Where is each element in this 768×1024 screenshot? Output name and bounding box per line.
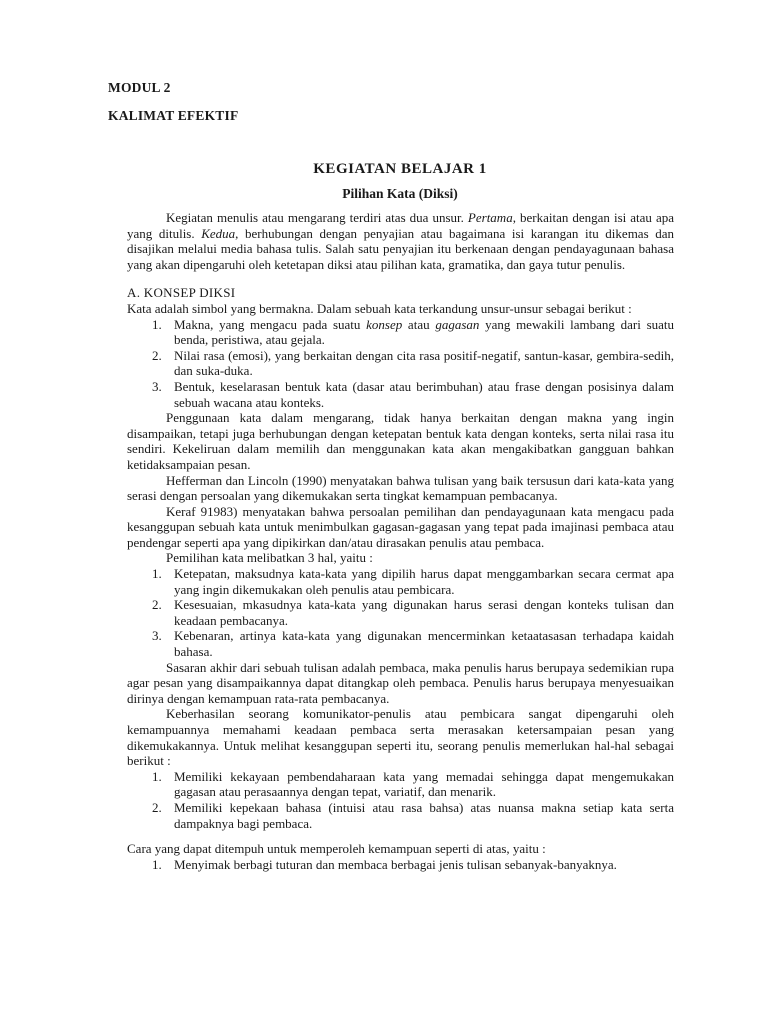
item-emphasis-gagasan: gagasan [435, 316, 480, 332]
list-item [127, 800, 674, 831]
paragraph-cara: Cara yang dapat ditempuh untuk memperoleh kemampuan seperti di atas, yaitu : [127, 841, 546, 857]
section-heading-konsep-diksi: A. KONSEP DIKSI [127, 285, 236, 301]
item-text: Memiliki kepekaan bahasa (intuisi atau rasa bahsa) atas nuansa makna setiap kata serta dampaknya bagi pembaca. [174, 799, 674, 831]
paragraph-keraf: Keraf 91983) menyatakan bahwa persoalan pemilihan dan pendayagunaan kata mengacu pada kesanggupan sebuah kata untuk menimbulkan gagasan-gagasan yang tepat pada imajinasi pembaca atau pendengar seperti apa yang dipikirkan dan/atau dirasakan penulis atau pembaca. [127, 503, 674, 550]
intro-text-2: , berkaitan dengan isi atau apa yang ditulis. [127, 210, 674, 241]
list-number: 2. [152, 799, 162, 815]
intro-text-1: Kegiatan menulis atau mengarang terdiri atas dua unsur. [166, 210, 468, 225]
paragraph-sasaran: Sasaran akhir dari sebuah tulisan adalah pembaca, maka penulis harus berupaya sedemikian rupa agar pesan yang disampaikannya dapat ditangkap oleh pembaca. Penulis harus berupaya menyesuaikan dirinya dengan kemampuan rata-rata pembacanya. [127, 659, 674, 706]
item-text: Makna, yang mengacu pada suatu [174, 316, 367, 332]
activity-subtitle: Pilihan Kata (Diksi) [342, 186, 458, 201]
list-item [127, 348, 674, 379]
kemampuan-list [127, 769, 674, 831]
item-text: Bentuk, keselarasan bentuk kata (dasar atau berimbuhan) atau frase dengan posisinya dalam sebuah wacana atau konteks. [174, 378, 674, 410]
intro-paragraph [127, 210, 674, 272]
module-number: MODUL 2 [108, 80, 171, 95]
hal-list [127, 566, 674, 660]
list-item [127, 597, 674, 628]
list-number: 2. [152, 597, 162, 613]
list-number: 1. [152, 856, 162, 872]
list-item [127, 566, 674, 597]
item-text: Kesesuaian, mkasudnya kata-kata yang digunakan harus serasi dengan konteks tulisan dan keadaan pembacanya. [174, 597, 674, 628]
paragraph-penggunaan: Penggunaan kata dalam mengarang, tidak hanya berkaitan dengan makna yang ingin disampaikan, tetapi juga berhubungan dengan ketepatan bentuk kata dengan konteks, serta nilai rasa itu sendiri. Kekeliruan dalam memilih dan menggunakan kata akan mengakibatkan gangguan bahkan ketidaksampaian pesan. [127, 410, 674, 472]
list-item [127, 857, 674, 873]
item-text: Menyimak berbagi tuturan dan membaca berbagai jenis tulisan sebanyak-banyaknya. [174, 856, 617, 872]
list-number: 1. [152, 768, 162, 784]
list-item [127, 379, 674, 410]
list-number: 3. [152, 628, 162, 644]
list-number: 3. [152, 378, 162, 394]
item-text: Memiliki kekayaan pembendaharaan kata yang memadai sehingga dapat mengemukakan gagasan atau perasaannya dengan tepat, variatif, dan menarik. [174, 768, 674, 800]
intro-emphasis-pertama: Pertama [467, 210, 513, 225]
list-item [127, 769, 674, 800]
paragraph-hefferman: Hefferman dan Lincoln (1990) menyatakan bahwa tulisan yang baik tersusun dari kata-kata yang serasi dengan persoalan yang dikemukakan serta tingkat kemampuan pembacanya. [127, 472, 674, 504]
intro-text-3: , berhubungan dengan penyajian atau bagaimana isi karangan itu dikemas dan disajikan melalui media bahasa tulis. Salah satu penyajian itu berkenaan dengan pendayagunaan bahasa yang akan dipengaruhi oleh ketetapan diksi atau pilihan kata, gramatika, dan gaya tutur penulis. [127, 225, 674, 272]
section-lead: Kata adalah simbol yang bermakna. Dalam sebuah kata terkandung unsur-unsur sebagai berikut : [127, 300, 632, 316]
item-text: Nilai rasa (emosi), yang berkaitan dengan cita rasa positif-negatif, santun-kasar, gembira-sedih, dan suka-duka. [174, 347, 674, 379]
item-text: Kebenaran, artinya kata-kata yang digunakan mencerminkan ketaatasasan terhadapa kaidah bahasa. [174, 628, 674, 660]
list-number: 1. [152, 566, 162, 582]
activity-title: KEGIATAN BELAJAR 1 [313, 161, 487, 177]
list-item [127, 628, 674, 659]
module-subject: KALIMAT EFEKTIF [108, 108, 239, 123]
list-number: 1. [152, 316, 162, 332]
list-number: 2. [152, 347, 162, 363]
item-emphasis-konsep: konsep [366, 316, 403, 332]
intro-emphasis-kedua: Kedua [201, 225, 236, 241]
item-text: yang mewakili lambang dari suatu benda, peristiwa, atau gejala. [174, 316, 675, 348]
unsur-list [127, 317, 674, 411]
list-item [127, 317, 674, 348]
document-body [127, 210, 674, 872]
paragraph-keberhasilan: Keberhasilan seorang komunikator-penulis atau pembicara sangat dipengaruhi oleh kemampuannya memahami keadaan pembaca serta merasakan ketersampaian pesan yang dikemukakannya. Untuk melihat kesanggupan seperti itu, seorang penulis memerlukan hal-hal sebagai berikut : [127, 706, 674, 769]
cara-list [127, 857, 674, 873]
item-text: Ketepatan, maksudnya kata-kata yang dipilih harus dapat menggambarkan secara cermat apa yang ingin dikemukakan oleh penulis atau pembicara. [174, 566, 674, 597]
item-text: atau [402, 316, 436, 332]
paragraph-pemilihan: Pemilihan kata melibatkan 3 hal, yaitu : [166, 550, 373, 566]
